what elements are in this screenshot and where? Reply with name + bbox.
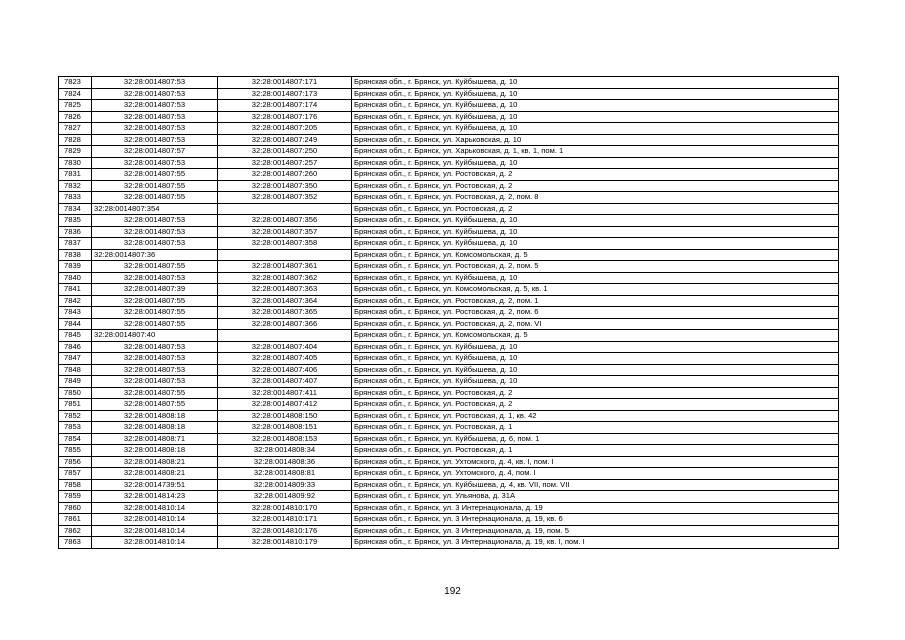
parent-cadastral-number-cell: 32:28:0014807:55 (92, 399, 218, 411)
row-number-cell: 7844 (59, 318, 92, 330)
object-cadastral-number-cell: 32:28:0014809:92 (218, 491, 352, 503)
table-row (59, 215, 839, 227)
table-row (59, 364, 839, 376)
row-number-cell: 7841 (59, 284, 92, 296)
address-cell: Брянская обл., г. Брянск, ул. Ростовская, д. 2 (352, 180, 839, 192)
table-row (59, 456, 839, 468)
object-cadastral-number-cell: 32:28:0014807:357 (218, 226, 352, 238)
row-number-cell: 7849 (59, 376, 92, 388)
parent-cadastral-number-cell: 32:28:0014807:36 (92, 249, 218, 261)
row-number-cell: 7835 (59, 215, 92, 227)
table-row (59, 88, 839, 100)
address-cell: Брянская обл., г. Брянск, ул. Куйбышева, д. 10 (352, 77, 839, 89)
row-number-cell: 7833 (59, 192, 92, 204)
table-row (59, 261, 839, 273)
address-cell: Брянская обл., г. Брянск, ул. Куйбышева, д. 10 (352, 341, 839, 353)
parent-cadastral-number-cell: 32:28:0014807:53 (92, 123, 218, 135)
object-cadastral-number-cell: 32:28:0014807:249 (218, 134, 352, 146)
row-number-cell: 7823 (59, 77, 92, 89)
address-cell: Брянская обл., г. Брянск, ул. Ростовская, д. 2, пом. 5 (352, 261, 839, 273)
address-cell: Брянская обл., г. Брянск, ул. Куйбышева, д. 4, кв. VII, пом. VII (352, 479, 839, 491)
row-number-cell: 7839 (59, 261, 92, 273)
address-cell: Брянская обл., г. Брянск, ул. Куйбышева, д. 10 (352, 157, 839, 169)
table-row (59, 192, 839, 204)
table-row (59, 514, 839, 526)
address-cell: Брянская обл., г. Брянск, ул. Ульянова, д. 31А (352, 491, 839, 503)
row-number-cell: 7847 (59, 353, 92, 365)
parent-cadastral-number-cell: 32:28:0014810:14 (92, 502, 218, 514)
address-cell: Брянская обл., г. Брянск, ул. Комсомольская, д. 5, кв. 1 (352, 284, 839, 296)
table-row (59, 537, 839, 549)
address-cell: Брянская обл., г. Брянск, ул. Харьковская, д. 10 (352, 134, 839, 146)
parent-cadastral-number-cell: 32:28:0014808:21 (92, 468, 218, 480)
row-number-cell: 7862 (59, 525, 92, 537)
address-cell: Брянская обл., г. Брянск, ул. Куйбышева, д. 10 (352, 364, 839, 376)
table-row (59, 479, 839, 491)
parent-cadastral-number-cell: 32:28:0014810:14 (92, 525, 218, 537)
row-number-cell: 7859 (59, 491, 92, 503)
object-cadastral-number-cell: 32:28:0014807:407 (218, 376, 352, 388)
address-cell: Брянская обл., г. Брянск, ул. 3 Интернационала, д. 19, кв. 6 (352, 514, 839, 526)
table-row (59, 249, 839, 261)
row-number-cell: 7824 (59, 88, 92, 100)
table-row (59, 169, 839, 181)
address-cell: Брянская обл., г. Брянск, ул. Комсомольская, д. 5 (352, 249, 839, 261)
table-row (59, 203, 839, 215)
row-number-cell: 7831 (59, 169, 92, 181)
object-cadastral-number-cell: 32:28:0014807:366 (218, 318, 352, 330)
row-number-cell: 7845 (59, 330, 92, 342)
object-cadastral-number-cell: 32:28:0014807:205 (218, 123, 352, 135)
table-row (59, 433, 839, 445)
parent-cadastral-number-cell: 32:28:0014807:53 (92, 134, 218, 146)
table-row (59, 123, 839, 135)
address-cell: Брянская обл., г. Брянск, ул. Ростовская, д. 2, пом. 1 (352, 295, 839, 307)
address-cell: Брянская обл., г. Брянск, ул. Куйбышева, д. 10 (352, 123, 839, 135)
row-number-cell: 7858 (59, 479, 92, 491)
row-number-cell: 7850 (59, 387, 92, 399)
object-cadastral-number-cell: 32:28:0014807:173 (218, 88, 352, 100)
parent-cadastral-number-cell: 32:28:0014807:53 (92, 376, 218, 388)
registry-table (58, 76, 839, 549)
table-row (59, 410, 839, 422)
parent-cadastral-number-cell: 32:28:0014807:53 (92, 100, 218, 112)
table-row (59, 525, 839, 537)
row-number-cell: 7848 (59, 364, 92, 376)
row-number-cell: 7854 (59, 433, 92, 445)
address-cell: Брянская обл., г. Брянск, ул. Ростовская, д. 1 (352, 422, 839, 434)
address-cell: Брянская обл., г. Брянск, ул. Ростовская, д. 2, пом. 6 (352, 307, 839, 319)
registry-table-body (59, 77, 839, 549)
address-cell: Брянская обл., г. Брянск, ул. Куйбышева, д. 10 (352, 100, 839, 112)
table-row (59, 238, 839, 250)
object-cadastral-number-cell: 32:28:0014807:260 (218, 169, 352, 181)
row-number-cell: 7838 (59, 249, 92, 261)
object-cadastral-number-cell: 32:28:0014807:358 (218, 238, 352, 250)
object-cadastral-number-cell: 32:28:0014809:33 (218, 479, 352, 491)
parent-cadastral-number-cell: 32:28:0014808:21 (92, 456, 218, 468)
row-number-cell: 7857 (59, 468, 92, 480)
object-cadastral-number-cell: 32:28:0014807:171 (218, 77, 352, 89)
row-number-cell: 7851 (59, 399, 92, 411)
row-number-cell: 7852 (59, 410, 92, 422)
parent-cadastral-number-cell: 32:28:0014739:51 (92, 479, 218, 491)
address-cell: Брянская обл., г. Брянск, ул. Ростовская, д. 2 (352, 169, 839, 181)
row-number-cell: 7832 (59, 180, 92, 192)
row-number-cell: 7863 (59, 537, 92, 549)
address-cell: Брянская обл., г. Брянск, ул. Куйбышева, д. 10 (352, 88, 839, 100)
table-row (59, 422, 839, 434)
row-number-cell: 7840 (59, 272, 92, 284)
table-row (59, 295, 839, 307)
table-row (59, 399, 839, 411)
object-cadastral-number-cell: 32:28:0014807:404 (218, 341, 352, 353)
parent-cadastral-number-cell: 32:28:0014807:55 (92, 295, 218, 307)
address-cell: Брянская обл., г. Брянск, ул. Ухтомского, д. 4, кв. I, пом. I (352, 456, 839, 468)
object-cadastral-number-cell: 32:28:0014807:356 (218, 215, 352, 227)
address-cell: Брянская обл., г. Брянск, ул. Ростовская, д. 2 (352, 387, 839, 399)
parent-cadastral-number-cell: 32:28:0014807:53 (92, 272, 218, 284)
row-number-cell: 7837 (59, 238, 92, 250)
table-row (59, 330, 839, 342)
object-cadastral-number-cell: 32:28:0014808:150 (218, 410, 352, 422)
row-number-cell: 7830 (59, 157, 92, 169)
address-cell: Брянская обл., г. Брянск, ул. Комсомольская, д. 5 (352, 330, 839, 342)
row-number-cell: 7843 (59, 307, 92, 319)
row-number-cell: 7829 (59, 146, 92, 158)
row-number-cell: 7853 (59, 422, 92, 434)
object-cadastral-number-cell: 32:28:0014810:176 (218, 525, 352, 537)
object-cadastral-number-cell: 32:28:0014807:406 (218, 364, 352, 376)
parent-cadastral-number-cell: 32:28:0014808:18 (92, 422, 218, 434)
parent-cadastral-number-cell: 32:28:0014807:40 (92, 330, 218, 342)
parent-cadastral-number-cell: 32:28:0014807:55 (92, 387, 218, 399)
object-cadastral-number-cell: 32:28:0014810:170 (218, 502, 352, 514)
address-cell: Брянская обл., г. Брянск, ул. Куйбышева, д. 6, пом. 1 (352, 433, 839, 445)
parent-cadastral-number-cell: 32:28:0014807:55 (92, 192, 218, 204)
address-cell: Брянская обл., г. Брянск, ул. Харьковская, д. 1, кв. 1, пом. 1 (352, 146, 839, 158)
table-row (59, 77, 839, 89)
row-number-cell: 7860 (59, 502, 92, 514)
parent-cadastral-number-cell: 32:28:0014807:53 (92, 226, 218, 238)
parent-cadastral-number-cell: 32:28:0014807:55 (92, 169, 218, 181)
table-row (59, 180, 839, 192)
parent-cadastral-number-cell: 32:28:0014807:53 (92, 77, 218, 89)
parent-cadastral-number-cell: 32:28:0014807:354 (92, 203, 218, 215)
address-cell: Брянская обл., г. Брянск, ул. Куйбышева, д. 10 (352, 376, 839, 388)
page-number: 192 (444, 586, 461, 597)
object-cadastral-number-cell: 32:28:0014807:361 (218, 261, 352, 273)
object-cadastral-number-cell: 32:28:0014807:362 (218, 272, 352, 284)
object-cadastral-number-cell: 32:28:0014807:350 (218, 180, 352, 192)
parent-cadastral-number-cell: 32:28:0014807:57 (92, 146, 218, 158)
object-cadastral-number-cell: 32:28:0014807:411 (218, 387, 352, 399)
row-number-cell: 7856 (59, 456, 92, 468)
object-cadastral-number-cell: 32:28:0014807:176 (218, 111, 352, 123)
object-cadastral-number-cell: 32:28:0014807:363 (218, 284, 352, 296)
parent-cadastral-number-cell: 32:28:0014807:53 (92, 364, 218, 376)
object-cadastral-number-cell (218, 203, 352, 215)
table-row (59, 226, 839, 238)
row-number-cell: 7855 (59, 445, 92, 457)
address-cell: Брянская обл., г. Брянск, ул. Куйбышева, д. 10 (352, 238, 839, 250)
object-cadastral-number-cell: 32:28:0014807:364 (218, 295, 352, 307)
table-row (59, 502, 839, 514)
table-row (59, 318, 839, 330)
table-row (59, 284, 839, 296)
address-cell: Брянская обл., г. Брянск, ул. 3 Интернационала, д. 19, кв. I, пом. I (352, 537, 839, 549)
object-cadastral-number-cell: 32:28:0014807:257 (218, 157, 352, 169)
table-row (59, 157, 839, 169)
parent-cadastral-number-cell: 32:28:0014807:53 (92, 111, 218, 123)
row-number-cell: 7842 (59, 295, 92, 307)
object-cadastral-number-cell: 32:28:0014807:405 (218, 353, 352, 365)
parent-cadastral-number-cell: 32:28:0014807:53 (92, 238, 218, 250)
table-row (59, 111, 839, 123)
parent-cadastral-number-cell: 32:28:0014810:14 (92, 537, 218, 549)
row-number-cell: 7825 (59, 100, 92, 112)
object-cadastral-number-cell: 32:28:0014808:151 (218, 422, 352, 434)
row-number-cell: 7828 (59, 134, 92, 146)
address-cell: Брянская обл., г. Брянск, ул. Ростовская, д. 2 (352, 203, 839, 215)
object-cadastral-number-cell: 32:28:0014810:179 (218, 537, 352, 549)
address-cell: Брянская обл., г. Брянск, ул. Ростовская, д. 2, пом. VI (352, 318, 839, 330)
object-cadastral-number-cell: 32:28:0014807:174 (218, 100, 352, 112)
parent-cadastral-number-cell: 32:28:0014807:53 (92, 215, 218, 227)
parent-cadastral-number-cell: 32:28:0014807:55 (92, 318, 218, 330)
row-number-cell: 7834 (59, 203, 92, 215)
address-cell: Брянская обл., г. Брянск, ул. Ростовская, д. 2 (352, 399, 839, 411)
address-cell: Брянская обл., г. Брянск, ул. 3 Интернационала, д. 19 (352, 502, 839, 514)
object-cadastral-number-cell: 32:28:0014810:171 (218, 514, 352, 526)
address-cell: Брянская обл., г. Брянск, ул. Ростовская, д. 1 (352, 445, 839, 457)
object-cadastral-number-cell: 32:28:0014807:250 (218, 146, 352, 158)
parent-cadastral-number-cell: 32:28:0014807:53 (92, 353, 218, 365)
table-row (59, 146, 839, 158)
parent-cadastral-number-cell: 32:28:0014808:18 (92, 410, 218, 422)
address-cell: Брянская обл., г. Брянск, ул. 3 Интернационала, д. 19, пом. 5 (352, 525, 839, 537)
address-cell: Брянская обл., г. Брянск, ул. Куйбышева, д. 10 (352, 111, 839, 123)
table-row (59, 468, 839, 480)
object-cadastral-number-cell: 32:28:0014808:81 (218, 468, 352, 480)
address-cell: Брянская обл., г. Брянск, ул. Куйбышева, д. 10 (352, 272, 839, 284)
row-number-cell: 7861 (59, 514, 92, 526)
parent-cadastral-number-cell: 32:28:0014807:53 (92, 157, 218, 169)
address-cell: Брянская обл., г. Брянск, ул. Куйбышева, д. 10 (352, 215, 839, 227)
row-number-cell: 7826 (59, 111, 92, 123)
address-cell: Брянская обл., г. Брянск, ул. Куйбышева, д. 10 (352, 353, 839, 365)
parent-cadastral-number-cell: 32:28:0014807:53 (92, 341, 218, 353)
parent-cadastral-number-cell: 32:28:0014807:39 (92, 284, 218, 296)
object-cadastral-number-cell: 32:28:0014808:153 (218, 433, 352, 445)
object-cadastral-number-cell (218, 249, 352, 261)
object-cadastral-number-cell (218, 330, 352, 342)
table-row (59, 341, 839, 353)
address-cell: Брянская обл., г. Брянск, ул. Куйбышева, д. 10 (352, 226, 839, 238)
parent-cadastral-number-cell: 32:28:0014814:23 (92, 491, 218, 503)
table-row (59, 445, 839, 457)
table-row (59, 353, 839, 365)
table-row (59, 272, 839, 284)
parent-cadastral-number-cell: 32:28:0014808:71 (92, 433, 218, 445)
object-cadastral-number-cell: 32:28:0014807:365 (218, 307, 352, 319)
address-cell: Брянская обл., г. Брянск, ул. Ростовская, д. 2, пом. 8 (352, 192, 839, 204)
address-cell: Брянская обл., г. Брянск, ул. Ухтомского, д. 4, пом. I (352, 468, 839, 480)
row-number-cell: 7836 (59, 226, 92, 238)
parent-cadastral-number-cell: 32:28:0014807:55 (92, 307, 218, 319)
row-number-cell: 7827 (59, 123, 92, 135)
object-cadastral-number-cell: 32:28:0014807:412 (218, 399, 352, 411)
parent-cadastral-number-cell: 32:28:0014810:14 (92, 514, 218, 526)
table-row (59, 387, 839, 399)
table-row (59, 491, 839, 503)
table-row (59, 134, 839, 146)
object-cadastral-number-cell: 32:28:0014807:352 (218, 192, 352, 204)
object-cadastral-number-cell: 32:28:0014808:34 (218, 445, 352, 457)
table-row (59, 100, 839, 112)
parent-cadastral-number-cell: 32:28:0014807:55 (92, 261, 218, 273)
parent-cadastral-number-cell: 32:28:0014807:55 (92, 180, 218, 192)
table-row (59, 376, 839, 388)
address-cell: Брянская обл., г. Брянск, ул. Ростовская, д. 1, кв. 42 (352, 410, 839, 422)
table-row (59, 307, 839, 319)
object-cadastral-number-cell: 32:28:0014808:36 (218, 456, 352, 468)
row-number-cell: 7846 (59, 341, 92, 353)
parent-cadastral-number-cell: 32:28:0014808:18 (92, 445, 218, 457)
parent-cadastral-number-cell: 32:28:0014807:53 (92, 88, 218, 100)
